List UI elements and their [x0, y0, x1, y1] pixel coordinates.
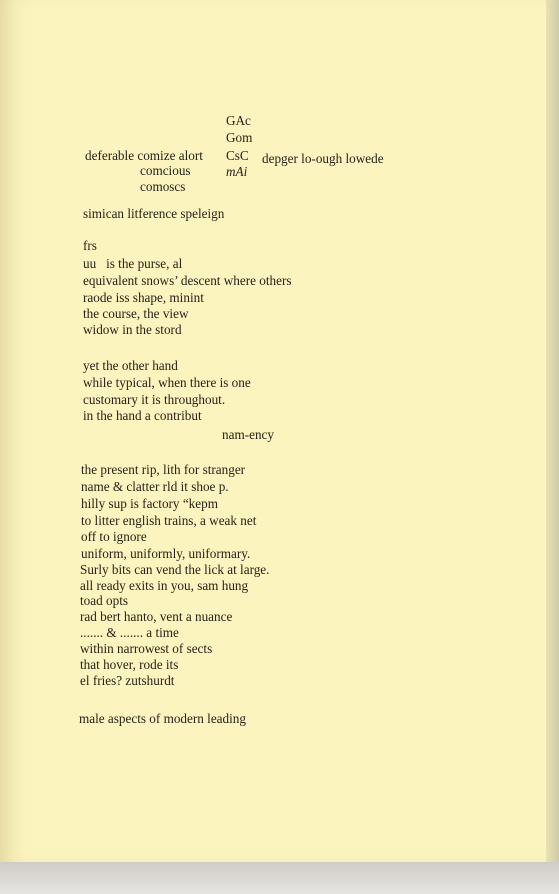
poem-line: frs	[83, 238, 97, 253]
poem-line: while typical, when there is one	[83, 375, 251, 390]
poem-line: raode iss shape, minint	[83, 290, 204, 305]
poem-line: widow in the stord	[83, 322, 182, 337]
poem-line: depger lo-ough lowede	[262, 151, 384, 166]
poem-line: mAi	[226, 164, 248, 179]
poem-line: within narrowest of sects	[80, 641, 213, 656]
poem-line: Gom	[226, 130, 253, 145]
poem-line: uniform, uniformly, uniformary.	[81, 546, 251, 561]
poem-line: yet the other hand	[83, 358, 178, 373]
poem-line: male aspects of modern leading	[79, 711, 246, 726]
poem-line: uu is the purse, al	[83, 256, 183, 271]
poem-line: off to ignore	[81, 529, 147, 544]
scan-background	[0, 862, 559, 894]
poem-line: the present rip, lith for stranger	[81, 462, 246, 477]
poem-line: that hover, rode its	[80, 657, 179, 672]
poem-line: toad opts	[80, 593, 128, 608]
poem-line: Surly bits can vend the lick at large.	[80, 562, 270, 577]
poem-line: deferable comize alort	[85, 148, 203, 163]
poem-line: simican litference speleign	[83, 206, 225, 221]
poem-line: nam-ency	[222, 427, 274, 442]
poem-line: GAc	[226, 113, 251, 128]
poem-line: el fries? zutshurdt	[80, 673, 175, 688]
poem-line: all ready exits in you, sam hung	[80, 578, 249, 593]
poem-line: CsC	[226, 148, 249, 163]
poem-line: the course, the view	[83, 306, 189, 321]
poem-line: hilly sup is factory “kepm	[81, 496, 218, 511]
poem-line: ....... & ....... a time	[80, 625, 179, 640]
poem-line: equivalent snows’ descent where others	[83, 273, 292, 288]
poem-line: to litter english trains, a weak net	[81, 513, 257, 528]
poem-line: comoscs	[140, 179, 186, 194]
poem-line: comcious	[140, 163, 191, 178]
poem-line: in the hand a contribut	[83, 408, 202, 423]
page-edge	[546, 0, 559, 862]
poem-line: rad bert hanto, vent a nuance	[80, 609, 233, 624]
poem-line: name & clatter rld it shoe p.	[81, 479, 229, 494]
poem-line: customary it is throughout.	[83, 392, 226, 407]
